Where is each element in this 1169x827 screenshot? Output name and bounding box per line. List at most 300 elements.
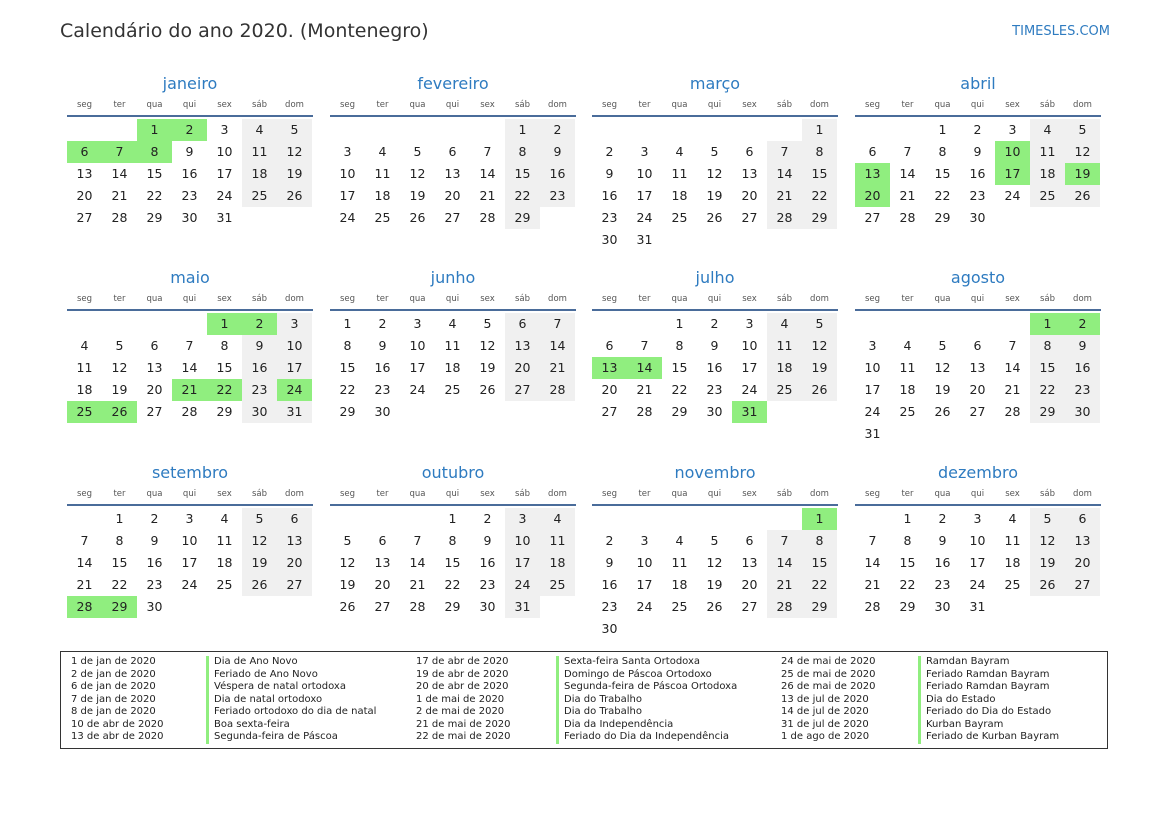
empty-cell bbox=[767, 119, 802, 141]
weekday-header bbox=[67, 98, 313, 117]
day: 19 bbox=[242, 552, 277, 574]
legend-holiday-name: Dia de natal ortodoxo bbox=[206, 694, 376, 707]
day: 18 bbox=[671, 577, 688, 592]
weekday-label: sex bbox=[480, 489, 495, 499]
empty-cell bbox=[697, 119, 732, 141]
day: 23 bbox=[374, 382, 391, 397]
day: 15 bbox=[216, 360, 233, 375]
day: 29 bbox=[339, 404, 356, 419]
day: 17 bbox=[636, 577, 653, 592]
day: 4 bbox=[675, 533, 684, 548]
weekday-label: qua bbox=[146, 489, 163, 499]
day: 17 bbox=[216, 166, 233, 181]
day: 2 bbox=[710, 316, 719, 331]
day: 4 bbox=[378, 144, 387, 159]
day: 5 bbox=[710, 144, 719, 159]
holiday-day: 1 bbox=[137, 119, 172, 141]
day-grid bbox=[592, 119, 838, 251]
day: 30 bbox=[374, 404, 391, 419]
day: 8 bbox=[802, 141, 837, 163]
day: 30 bbox=[479, 599, 496, 614]
day: 15 bbox=[444, 555, 461, 570]
empty-cell bbox=[732, 119, 767, 141]
holiday-day: 25 bbox=[67, 401, 102, 423]
day: 12 bbox=[242, 530, 277, 552]
day-grid bbox=[330, 313, 576, 423]
day: 17 bbox=[339, 188, 356, 203]
day: 30 bbox=[146, 599, 163, 614]
legend-date: 1 de jan de 2020 bbox=[71, 656, 156, 667]
day: 21 bbox=[409, 577, 426, 592]
day-grid bbox=[855, 508, 1101, 618]
day: 12 bbox=[1065, 141, 1100, 163]
day: 31 bbox=[864, 426, 881, 441]
empty-cell bbox=[330, 119, 365, 141]
day: 30 bbox=[601, 232, 618, 247]
legend-names-column bbox=[556, 656, 737, 744]
weekday-header bbox=[855, 98, 1101, 117]
weekday-label: sex bbox=[742, 100, 757, 110]
legend-holiday-name: Dia do Estado bbox=[918, 694, 1059, 707]
holiday-day: 1 bbox=[1030, 313, 1065, 335]
month-agosto bbox=[855, 266, 1101, 445]
day: 7 bbox=[640, 338, 649, 353]
day: 26 bbox=[1030, 574, 1065, 596]
empty-cell bbox=[330, 508, 365, 530]
day: 18 bbox=[1004, 555, 1021, 570]
site-link[interactable]: TIMESLES.COM bbox=[1012, 24, 1110, 39]
empty-cell bbox=[435, 119, 470, 141]
day: 22 bbox=[111, 577, 128, 592]
day: 11 bbox=[242, 141, 277, 163]
legend-holiday-name: Dia do Trabalho bbox=[556, 706, 737, 719]
day: 28 bbox=[540, 379, 575, 401]
day: 26 bbox=[277, 185, 312, 207]
legend-holiday-name: Sexta-feira Santa Ortodoxa bbox=[556, 656, 737, 669]
month-name: julho bbox=[695, 268, 735, 287]
day: 11 bbox=[671, 166, 688, 181]
day: 20 bbox=[444, 188, 461, 203]
day: 19 bbox=[111, 382, 128, 397]
legend-holiday-name: Domingo de Páscoa Ortodoxo bbox=[556, 669, 737, 682]
day: 2 bbox=[938, 511, 947, 526]
day: 23 bbox=[601, 599, 618, 614]
day: 3 bbox=[640, 533, 649, 548]
weekday-header bbox=[855, 487, 1101, 506]
day: 8 bbox=[343, 338, 352, 353]
day: 29 bbox=[899, 599, 916, 614]
day: 31 bbox=[969, 599, 986, 614]
day: 21 bbox=[540, 357, 575, 379]
day: 19 bbox=[706, 577, 723, 592]
day: 10 bbox=[409, 338, 426, 353]
weekday-label: ter bbox=[638, 100, 651, 110]
day: 7 bbox=[80, 533, 89, 548]
day: 1 bbox=[903, 511, 912, 526]
weekday-label: qua bbox=[409, 294, 426, 304]
day: 28 bbox=[767, 207, 802, 229]
day: 17 bbox=[277, 357, 312, 379]
day: 5 bbox=[115, 338, 124, 353]
weekday-label: dom bbox=[1073, 489, 1092, 499]
day: 7 bbox=[767, 530, 802, 552]
day: 5 bbox=[343, 533, 352, 548]
empty-cell bbox=[627, 313, 662, 335]
day: 16 bbox=[479, 555, 496, 570]
month-name: maio bbox=[170, 268, 210, 287]
legend-date: 25 de mai de 2020 bbox=[781, 668, 876, 680]
holiday-day: 2 bbox=[242, 313, 277, 335]
day: 8 bbox=[115, 533, 124, 548]
day: 16 bbox=[181, 166, 198, 181]
day: 24 bbox=[505, 574, 540, 596]
day: 14 bbox=[409, 555, 426, 570]
weekday-label: sex bbox=[480, 100, 495, 110]
month-dezembro bbox=[855, 461, 1101, 618]
month-name: março bbox=[689, 74, 741, 93]
day: 20 bbox=[1065, 552, 1100, 574]
day: 20 bbox=[374, 577, 391, 592]
weekday-label: sáb bbox=[514, 100, 531, 110]
weekday-label: qua bbox=[934, 294, 951, 304]
day: 24 bbox=[969, 577, 986, 592]
day: 4 bbox=[540, 508, 575, 530]
day: 21 bbox=[864, 577, 881, 592]
holiday-day: 13 bbox=[855, 163, 890, 185]
empty-cell bbox=[172, 313, 207, 335]
day: 1 bbox=[343, 316, 352, 331]
weekday-label: ter bbox=[376, 294, 389, 304]
day: 4 bbox=[448, 316, 457, 331]
day: 14 bbox=[540, 335, 575, 357]
day: 25 bbox=[216, 577, 233, 592]
day: 28 bbox=[181, 404, 198, 419]
empty-cell bbox=[855, 119, 890, 141]
day: 17 bbox=[409, 360, 426, 375]
weekday-header bbox=[67, 292, 313, 311]
empty-cell bbox=[592, 313, 627, 335]
month-name: outubro bbox=[421, 463, 485, 482]
legend-date: 2 de jan de 2020 bbox=[71, 668, 156, 680]
holiday-day: 28 bbox=[67, 596, 102, 618]
day: 21 bbox=[1004, 382, 1021, 397]
day: 9 bbox=[710, 338, 719, 353]
day: 29 bbox=[802, 596, 837, 618]
day: 30 bbox=[601, 621, 618, 636]
day: 31 bbox=[216, 210, 233, 225]
day: 15 bbox=[802, 552, 837, 574]
day: 7 bbox=[767, 141, 802, 163]
empty-cell bbox=[627, 119, 662, 141]
legend-dates-column bbox=[781, 656, 876, 744]
weekday-label: qui bbox=[707, 294, 722, 304]
weekday-header bbox=[592, 487, 838, 506]
weekday-label: seg bbox=[864, 294, 881, 304]
holiday-day: 21 bbox=[172, 379, 207, 401]
day: 7 bbox=[483, 144, 492, 159]
day: 10 bbox=[864, 360, 881, 375]
day: 6 bbox=[378, 533, 387, 548]
day: 16 bbox=[969, 166, 986, 181]
legend-date: 10 de abr de 2020 bbox=[71, 718, 164, 730]
day: 18 bbox=[216, 555, 233, 570]
day: 18 bbox=[899, 382, 916, 397]
day: 25 bbox=[671, 599, 688, 614]
day: 6 bbox=[448, 144, 457, 159]
weekday-label: qui bbox=[445, 489, 460, 499]
empty-cell bbox=[925, 313, 960, 335]
day: 19 bbox=[934, 382, 951, 397]
empty-cell bbox=[662, 119, 697, 141]
weekday-label: qui bbox=[445, 100, 460, 110]
day: 2 bbox=[605, 533, 614, 548]
day: 22 bbox=[146, 188, 163, 203]
day: 6 bbox=[277, 508, 312, 530]
holiday-day: 2 bbox=[172, 119, 207, 141]
day: 23 bbox=[601, 210, 618, 225]
weekday-header bbox=[67, 487, 313, 506]
empty-cell bbox=[732, 508, 767, 530]
empty-cell bbox=[890, 313, 925, 335]
day: 26 bbox=[706, 210, 723, 225]
weekday-label: sex bbox=[742, 489, 757, 499]
weekday-label: dom bbox=[285, 294, 304, 304]
weekday-label: sex bbox=[742, 294, 757, 304]
day-grid bbox=[855, 119, 1101, 229]
day: 15 bbox=[802, 163, 837, 185]
legend-names-column bbox=[918, 656, 1059, 744]
day: 27 bbox=[969, 404, 986, 419]
day: 5 bbox=[277, 119, 312, 141]
day: 25 bbox=[1004, 577, 1021, 592]
weekday-label: qui bbox=[182, 489, 197, 499]
weekday-label: qui bbox=[445, 294, 460, 304]
day: 22 bbox=[802, 185, 837, 207]
day: 15 bbox=[505, 163, 540, 185]
day: 19 bbox=[479, 360, 496, 375]
day: 22 bbox=[1030, 379, 1065, 401]
day: 25 bbox=[671, 210, 688, 225]
day: 22 bbox=[802, 574, 837, 596]
legend-date: 14 de jul de 2020 bbox=[781, 706, 869, 717]
day: 26 bbox=[409, 210, 426, 225]
day: 18 bbox=[1030, 163, 1065, 185]
weekday-label: sex bbox=[217, 100, 232, 110]
day: 18 bbox=[767, 357, 802, 379]
day: 20 bbox=[146, 382, 163, 397]
holiday-day: 1 bbox=[802, 508, 837, 530]
day: 6 bbox=[973, 338, 982, 353]
day: 7 bbox=[185, 338, 194, 353]
day: 14 bbox=[767, 163, 802, 185]
day: 29 bbox=[444, 599, 461, 614]
holiday-day: 7 bbox=[102, 141, 137, 163]
day: 21 bbox=[767, 185, 802, 207]
day: 23 bbox=[181, 188, 198, 203]
weekday-label: sáb bbox=[776, 100, 793, 110]
legend-date: 31 de jul de 2020 bbox=[781, 718, 869, 730]
day: 23 bbox=[479, 577, 496, 592]
day: 12 bbox=[706, 555, 723, 570]
day: 14 bbox=[899, 166, 916, 181]
day: 19 bbox=[339, 577, 356, 592]
day: 14 bbox=[767, 552, 802, 574]
legend-date: 17 de abr de 2020 bbox=[416, 656, 509, 667]
weekday-label: qua bbox=[146, 294, 163, 304]
day: 23 bbox=[146, 577, 163, 592]
day: 25 bbox=[444, 382, 461, 397]
day: 29 bbox=[216, 404, 233, 419]
day: 9 bbox=[185, 144, 194, 159]
day: 22 bbox=[444, 577, 461, 592]
legend-date: 24 de mai de 2020 bbox=[781, 656, 876, 667]
day: 1 bbox=[448, 511, 457, 526]
day: 27 bbox=[374, 599, 391, 614]
day: 23 bbox=[969, 188, 986, 203]
legend-holiday-name: Feriado Ramdan Bayram bbox=[918, 681, 1059, 694]
day: 15 bbox=[339, 360, 356, 375]
day: 14 bbox=[111, 166, 128, 181]
holiday-day: 22 bbox=[207, 379, 242, 401]
month-setembro bbox=[67, 461, 313, 618]
weekday-label: qui bbox=[707, 489, 722, 499]
day: 16 bbox=[374, 360, 391, 375]
holiday-day: 29 bbox=[102, 596, 137, 618]
day: 9 bbox=[605, 555, 614, 570]
day: 25 bbox=[1030, 185, 1065, 207]
day: 25 bbox=[242, 185, 277, 207]
day-grid bbox=[67, 313, 313, 423]
weekday-label: ter bbox=[113, 100, 126, 110]
day: 5 bbox=[1065, 119, 1100, 141]
legend-date: 22 de mai de 2020 bbox=[416, 731, 511, 742]
legend-holiday-name: Feriado Ramdan Bayram bbox=[918, 669, 1059, 682]
legend-holiday-name: Dia da Independência bbox=[556, 719, 737, 732]
month-abril bbox=[855, 72, 1101, 229]
day: 11 bbox=[899, 360, 916, 375]
empty-cell bbox=[995, 313, 1030, 335]
empty-cell bbox=[470, 119, 505, 141]
day: 9 bbox=[242, 335, 277, 357]
day: 19 bbox=[706, 188, 723, 203]
weekday-header bbox=[855, 292, 1101, 311]
day: 3 bbox=[1008, 122, 1017, 137]
legend-date: 19 de abr de 2020 bbox=[416, 668, 509, 680]
day: 2 bbox=[483, 511, 492, 526]
day: 26 bbox=[802, 379, 837, 401]
weekday-label: seg bbox=[76, 294, 93, 304]
day: 15 bbox=[146, 166, 163, 181]
day: 13 bbox=[444, 166, 461, 181]
holiday-day: 6 bbox=[67, 141, 102, 163]
legend-dates-column bbox=[71, 656, 163, 744]
day: 7 bbox=[1008, 338, 1017, 353]
empty-cell bbox=[67, 119, 102, 141]
day: 5 bbox=[1030, 508, 1065, 530]
day: 12 bbox=[479, 338, 496, 353]
day: 27 bbox=[601, 404, 618, 419]
day: 1 bbox=[675, 316, 684, 331]
empty-cell bbox=[890, 119, 925, 141]
legend-holiday-name: Feriado do Dia da Independência bbox=[556, 731, 737, 744]
day: 3 bbox=[343, 144, 352, 159]
empty-cell bbox=[662, 508, 697, 530]
day: 2 bbox=[973, 122, 982, 137]
day: 28 bbox=[767, 596, 802, 618]
day: 26 bbox=[479, 382, 496, 397]
day: 22 bbox=[671, 382, 688, 397]
weekday-label: sáb bbox=[1039, 489, 1056, 499]
day: 19 bbox=[409, 188, 426, 203]
day: 13 bbox=[969, 360, 986, 375]
weekday-label: dom bbox=[1073, 100, 1092, 110]
month-name: dezembro bbox=[938, 463, 1018, 482]
day: 7 bbox=[868, 533, 877, 548]
day: 15 bbox=[111, 555, 128, 570]
weekday-label: qua bbox=[409, 489, 426, 499]
legend-holiday-name: Segunda-feira de Páscoa bbox=[206, 731, 376, 744]
holiday-day: 2 bbox=[1065, 313, 1100, 335]
day: 30 bbox=[1065, 401, 1100, 423]
weekday-header bbox=[330, 292, 576, 311]
day: 8 bbox=[1030, 335, 1065, 357]
legend-holiday-name: Feriado do Dia do Estado bbox=[918, 706, 1059, 719]
day: 3 bbox=[413, 316, 422, 331]
day: 24 bbox=[339, 210, 356, 225]
legend-date: 8 de jan de 2020 bbox=[71, 706, 156, 717]
month-name: fevereiro bbox=[417, 74, 489, 93]
day: 22 bbox=[505, 185, 540, 207]
day: 16 bbox=[601, 577, 618, 592]
day: 11 bbox=[767, 335, 802, 357]
weekday-header bbox=[330, 487, 576, 506]
day: 21 bbox=[636, 382, 653, 397]
month-outubro bbox=[330, 461, 576, 618]
day: 13 bbox=[76, 166, 93, 181]
day: 27 bbox=[146, 404, 163, 419]
day: 1 bbox=[938, 122, 947, 137]
day: 4 bbox=[242, 119, 277, 141]
empty-cell bbox=[102, 119, 137, 141]
legend-date: 1 de ago de 2020 bbox=[781, 731, 870, 742]
holiday-legend bbox=[60, 651, 1108, 749]
legend-date: 26 de mai de 2020 bbox=[781, 681, 876, 692]
day-grid bbox=[67, 119, 313, 229]
day-grid bbox=[855, 313, 1101, 445]
day: 19 bbox=[802, 357, 837, 379]
day: 13 bbox=[1065, 530, 1100, 552]
day: 18 bbox=[76, 382, 93, 397]
day: 20 bbox=[277, 552, 312, 574]
day: 23 bbox=[1065, 379, 1100, 401]
weekday-label: sex bbox=[1005, 294, 1020, 304]
weekday-label: seg bbox=[864, 489, 881, 499]
day: 27 bbox=[76, 210, 93, 225]
weekday-label: sex bbox=[1005, 489, 1020, 499]
weekday-header bbox=[330, 98, 576, 117]
day: 27 bbox=[864, 210, 881, 225]
empty-cell bbox=[592, 119, 627, 141]
day: 7 bbox=[540, 313, 575, 335]
legend-date: 6 de jan de 2020 bbox=[71, 681, 156, 692]
weekday-label: sáb bbox=[251, 100, 268, 110]
day: 22 bbox=[899, 577, 916, 592]
weekday-label: dom bbox=[810, 294, 829, 304]
weekday-label: sáb bbox=[251, 489, 268, 499]
day: 25 bbox=[767, 379, 802, 401]
weekday-label: sáb bbox=[251, 294, 268, 304]
day: 10 bbox=[741, 338, 758, 353]
